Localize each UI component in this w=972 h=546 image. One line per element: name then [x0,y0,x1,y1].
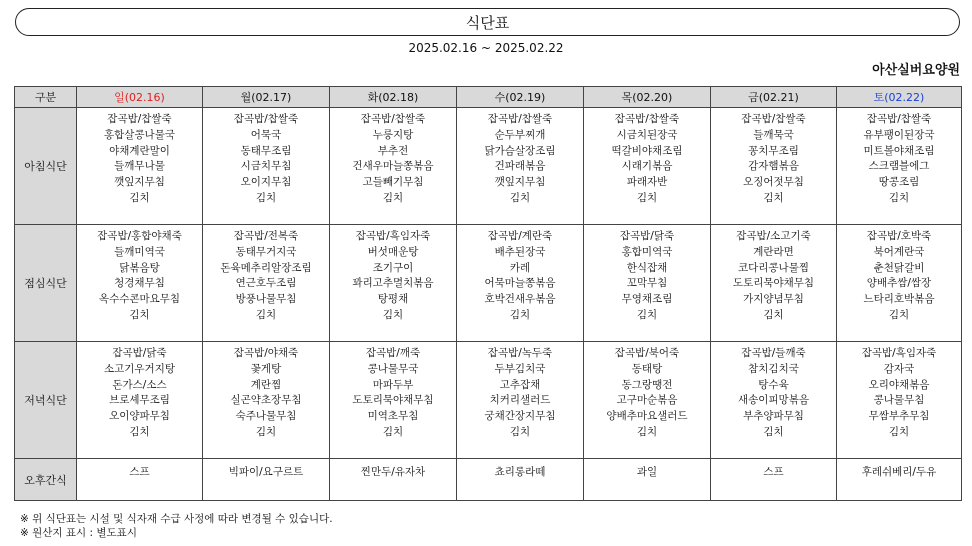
menu-item: 도토리묵야채무침 [352,394,434,407]
menu-cell [330,108,457,225]
menu-item: 닭볶음탕 [119,261,160,274]
menu-item: 감자국 [883,362,915,375]
menu-cell [457,108,584,225]
menu-item: 들깨미역국 [114,245,165,258]
menu-item: 방풍나물무침 [235,293,297,306]
menu-item: 스크램블에그 [868,160,930,173]
meal-label: 오후간식 [15,459,77,501]
menu-cell [837,225,962,342]
menu-cell [584,342,711,459]
menu-item: 춘천닭갈비 [873,261,925,274]
footer-note: ※ 위 식단표는 시설 및 식자재 수급 사정에 따라 변경될 수 있습니다. [20,513,333,525]
menu-cell [330,225,457,342]
day-header-tue: 화(02.18) [330,87,457,108]
menu-item: 꽈리고추멸치볶음 [352,277,434,290]
menu-item: 카레 [509,261,531,274]
menu-item: 김치 [888,191,910,204]
menu-item: 돈가스/소스 [112,378,167,391]
menu-item: 버섯매운탕 [367,245,419,258]
menu-item: 잡곡밥/호박죽 [866,230,932,242]
menu-item: 김치 [382,425,404,438]
menu-cell [77,108,203,225]
menu-cell [711,225,837,342]
menu-item: 꽁치무조림 [748,144,799,157]
menu-item: 김치 [636,425,658,438]
menu-item: 배추된장국 [494,245,546,258]
menu-item: 잡곡밥/깨죽 [365,347,421,359]
header-row [15,87,962,108]
menu-item: 김치 [888,425,910,438]
menu-item: 시금치무침 [240,160,292,173]
menu-item: 김치 [509,191,531,204]
menu-item: 탕수육 [758,378,789,391]
snack-row [15,459,962,501]
menu-item: 치커리샐러드 [489,394,551,407]
menu-item: 시래기볶음 [621,160,673,173]
day-header-wed: 수(02.19) [457,87,584,108]
menu-item: 김치 [382,191,404,204]
menu-item: 깻잎지무침 [114,176,165,189]
menu-item: 양배추쌈/쌈장 [866,277,932,290]
footer-note: ※ 원산지 표시 : 별도표시 [20,527,137,539]
menu-item: 조기구이 [372,261,414,274]
menu-item: 마파두부 [372,378,414,391]
menu-cell [711,342,837,459]
menu-cell [77,342,203,459]
menu-item: 한식잡채 [626,261,668,274]
lunch-row [15,225,962,342]
menu-item: 건새우마늘쫑볶음 [352,160,434,173]
menu-item: 청경채무침 [114,277,165,290]
menu-item: 잡곡밥/들깨죽 [741,347,806,359]
menu-item: 누룽지탕 [372,128,414,141]
menu-item: 오징어젓무침 [743,176,804,189]
menu-cell [203,342,330,459]
menu-item: 홍합미역국 [621,245,673,258]
menu-item: 궁채간장지무침 [484,410,556,423]
menu-item: 감자햄볶음 [748,160,799,173]
menu-item: 부추양파무침 [743,410,804,423]
menu-item: 김치 [636,308,658,321]
menu-item: 잡곡밥/찹쌀죽 [107,113,172,125]
menu-item: 꼬막무침 [626,277,668,290]
menu-item: 김치 [509,425,531,438]
menu-item: 실곤약초장무침 [230,394,302,407]
menu-item: 떡갈비야채조림 [611,144,683,157]
snack-cell: 스프 [77,459,203,501]
menu-item: 오이양파무침 [109,410,170,423]
menu-item: 들깨묵국 [753,128,794,141]
menu-item: 잡곡밥/찹쌀죽 [866,113,932,125]
menu-item: 콩나물무국 [367,362,419,375]
menu-table [14,86,962,501]
menu-item: 고추잡채 [499,378,541,391]
menu-item: 닭가슴살장조림 [484,144,556,157]
menu-item: 꽃게탕 [250,362,282,375]
menu-item: 북어계란국 [873,245,925,258]
day-header-sat: 토(02.22) [837,87,962,108]
menu-item: 잡곡밥/홍합야채죽 [97,230,182,242]
menu-item: 동태무거지국 [235,245,297,258]
menu-item: 어묵마늘쫑볶음 [484,277,556,290]
menu-item: 김치 [129,425,150,438]
menu-item: 고들빼기무침 [362,176,424,189]
menu-item: 잡곡밥/찹쌀죽 [360,113,426,125]
menu-item: 김치 [255,191,277,204]
menu-item: 무쌈부추무침 [868,410,930,423]
period-range: 2025.02.16 ~ 2025.02.22 [408,41,564,55]
menu-item: 느타리호박볶음 [863,293,935,306]
snack-cell: 과일 [584,459,711,501]
menu-item: 잡곡밥/계란죽 [487,230,553,242]
menu-item: 건파래볶음 [494,160,546,173]
menu-item: 순두부찌개 [494,128,546,141]
menu-item: 돈육메추리알장조림 [220,261,312,274]
menu-item: 파래자반 [626,176,668,189]
menu-item: 땅콩조림 [878,176,920,189]
menu-item: 무영채조림 [621,293,673,306]
menu-item: 김치 [255,425,277,438]
menu-item: 잡곡밥/찹쌀죽 [487,113,553,125]
menu-item: 참치김치국 [748,362,799,375]
menu-item: 김치 [129,191,150,204]
menu-item: 도토리묵야채무침 [732,277,815,290]
menu-cell [457,225,584,342]
snack-cell: 찐만두/유자차 [330,459,457,501]
meal-label: 저녁식단 [15,342,77,459]
menu-item: 김치 [763,191,784,204]
meal-label: 점심식단 [15,225,77,342]
menu-cell [330,342,457,459]
menu-item: 잡곡밥/찹쌀죽 [614,113,680,125]
menu-item: 잡곡밥/닭죽 [619,230,675,242]
day-header-fri: 금(02.21) [711,87,837,108]
menu-item: 두부김치국 [494,362,546,375]
snack-cell: 쵸리롱라떼 [457,459,584,501]
menu-cell [584,108,711,225]
breakfast-row [15,108,962,225]
menu-item: 김치 [382,308,404,321]
meal-label: 아침식단 [15,108,77,225]
menu-item: 김치 [888,308,910,321]
menu-item: 잡곡밥/전복죽 [233,230,299,242]
title-box [15,8,960,36]
menu-item: 옥수수콘마요무침 [98,293,181,306]
menu-item: 오리야채볶음 [868,378,930,391]
page-title: 식단표 [465,13,510,32]
menu-item: 깻잎지무침 [494,176,546,189]
menu-item: 들깨무나물 [114,160,165,173]
menu-cell [837,342,962,459]
menu-item: 부추전 [377,144,409,157]
menu-item: 동태탕 [631,362,663,375]
menu-item: 코다리콩나물찜 [737,261,809,274]
menu-item: 김치 [255,308,277,321]
menu-item: 김치 [129,308,150,321]
menu-item: 연근호두조림 [235,277,297,290]
menu-cell [711,108,837,225]
menu-item: 잡곡밥/흑임자죽 [355,230,431,242]
menu-cell [203,225,330,342]
organization-name: 아산실버요양원 [872,63,960,78]
corner-label: 구분 [15,87,77,108]
menu-item: 잡곡밥/북어죽 [614,347,680,359]
snack-cell: 후레쉬베리/두유 [837,459,962,501]
menu-item: 잡곡밥/녹두죽 [487,347,553,359]
menu-item: 잡곡밥/흑임자죽 [861,347,937,359]
menu-item: 새송이피망볶음 [737,394,809,407]
menu-item: 가지양념무침 [743,293,804,306]
menu-cell [203,108,330,225]
menu-item: 호박건새우볶음 [484,293,556,306]
menu-item: 미트볼야채조림 [863,144,935,157]
menu-item: 탕평채 [377,293,409,306]
menu-item: 미역초무침 [367,410,419,423]
menu-item: 잡곡밥/소고기죽 [736,230,811,242]
day-header-sun: 일(02.16) [77,87,203,108]
dinner-row [15,342,962,459]
menu-item: 잡곡밥/찹쌀죽 [233,113,299,125]
menu-cell [457,342,584,459]
menu-item: 시금치된장국 [616,128,678,141]
menu-item: 어묵국 [250,128,282,141]
menu-item: 동태무조림 [240,144,292,157]
menu-item: 잡곡밥/찹쌀죽 [741,113,806,125]
menu-item: 계란찜 [250,378,282,391]
menu-cell [584,225,711,342]
menu-item: 동그랑땡전 [621,378,673,391]
menu-item: 고구마순볶음 [616,394,678,407]
menu-cell [77,225,203,342]
menu-item: 야채계란말이 [109,144,170,157]
menu-cell [837,108,962,225]
menu-item: 계란라면 [753,245,794,258]
snack-cell: 스프 [711,459,837,501]
menu-item: 브로셰무조림 [109,394,170,407]
menu-item: 콩나물무침 [873,394,925,407]
menu-item: 소고기우거지탕 [103,362,175,375]
day-header-mon: 월(02.17) [203,87,330,108]
menu-item: 유부팽이된장국 [863,128,935,141]
menu-item: 잡곡밥/닭죽 [112,347,167,359]
day-header-thu: 목(02.20) [584,87,711,108]
menu-item: 김치 [636,191,658,204]
footer-notes [20,512,333,540]
menu-item: 홍합살콩나물국 [103,128,175,141]
menu-item: 오이지무침 [240,176,292,189]
menu-item: 숙주나물무침 [235,410,297,423]
menu-item: 김치 [763,308,784,321]
snack-cell: 빅파이/요구르트 [203,459,330,501]
menu-item: 양배추마요샐러드 [606,410,688,423]
menu-item: 김치 [763,425,784,438]
menu-item: 김치 [509,308,531,321]
menu-item: 잡곡밥/야채죽 [233,347,299,359]
